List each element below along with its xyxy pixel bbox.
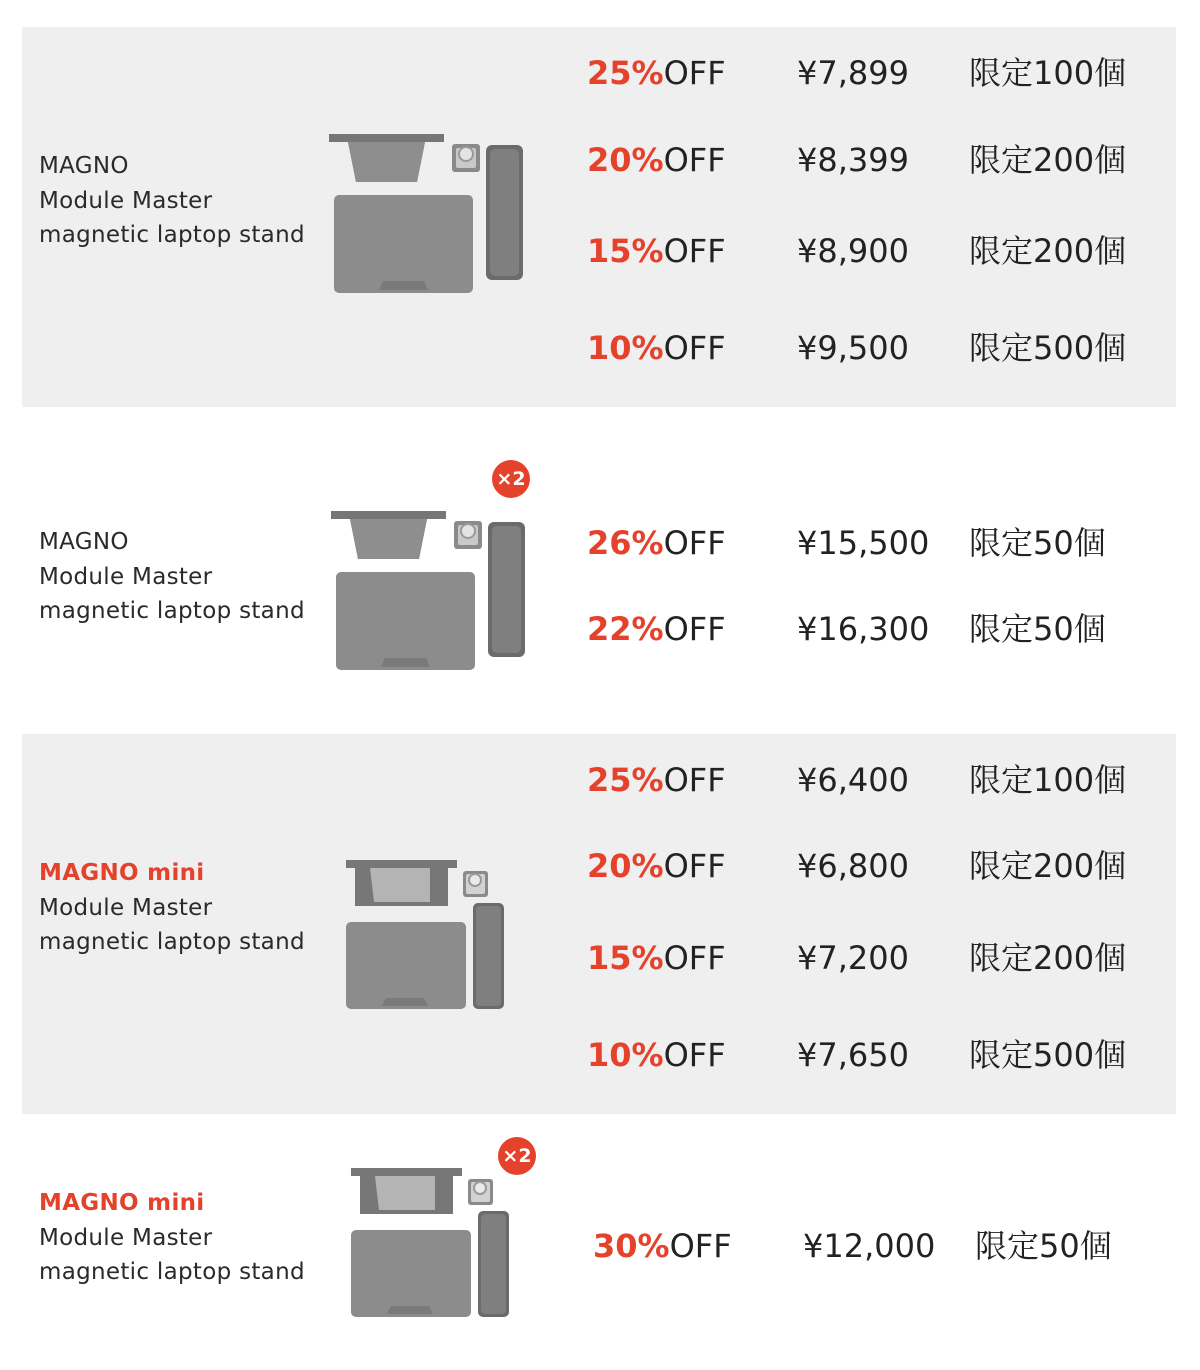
product-image: [349, 1166, 511, 1318]
discount-off: OFF: [663, 761, 726, 799]
discount: [587, 51, 726, 95]
discount-off: OFF: [663, 610, 726, 648]
discount: [587, 844, 726, 888]
product-series: Module Master: [39, 563, 213, 590]
price: ¥8,900: [797, 232, 909, 270]
discount: [587, 1033, 726, 1077]
product-type: magnetic laptop stand: [39, 598, 305, 624]
discount: [587, 936, 726, 980]
discount-percent: 15%: [587, 232, 664, 270]
product-image: [327, 132, 527, 294]
product-name: [39, 525, 305, 629]
price: ¥7,899: [797, 54, 909, 92]
laptop-stand-set-icon: [327, 132, 527, 294]
discount-percent: 15%: [587, 939, 664, 977]
price: ¥15,500: [797, 524, 930, 562]
product-brand: MAGNO mini: [39, 1190, 205, 1216]
discount-off: OFF: [663, 54, 726, 92]
price: ¥12,000: [803, 1227, 936, 1265]
product-series: Module Master: [39, 187, 213, 214]
discount: [587, 138, 726, 182]
product-brand: MAGNO mini: [39, 860, 205, 886]
price: ¥6,400: [797, 761, 909, 799]
product-image: [329, 509, 529, 671]
offer-section-magno-mini-x2: [22, 1128, 1176, 1353]
price: ¥7,650: [797, 1036, 909, 1074]
quantity-limit: 限定200個: [969, 847, 1127, 885]
product-series: Module Master: [39, 1224, 213, 1251]
price: ¥9,500: [797, 329, 909, 367]
discount-percent: 30%: [593, 1227, 670, 1265]
discount: [587, 326, 726, 370]
laptop-stand-set-icon: [344, 858, 506, 1010]
product-brand: MAGNO: [39, 153, 129, 179]
discount-percent: 26%: [587, 524, 664, 562]
discount: [593, 1224, 732, 1268]
discount-percent: 25%: [587, 54, 664, 92]
discount-percent: 22%: [587, 610, 664, 648]
price: ¥7,200: [797, 939, 909, 977]
product-name: [39, 149, 305, 253]
quantity-limit: 限定50個: [969, 610, 1106, 648]
quantity-limit: 限定50個: [975, 1227, 1112, 1265]
discount-percent: 20%: [587, 847, 664, 885]
discount-off: OFF: [663, 141, 726, 179]
product-image: [344, 858, 506, 1010]
quantity-limit: 限定200個: [969, 141, 1127, 179]
quantity-badge: ×2: [492, 460, 530, 498]
discount-percent: 10%: [587, 329, 664, 367]
product-name: [39, 1186, 305, 1290]
product-type: magnetic laptop stand: [39, 929, 305, 955]
quantity-limit: 限定200個: [969, 939, 1127, 977]
quantity-limit: 限定500個: [969, 1036, 1127, 1074]
price: ¥8,399: [797, 141, 909, 179]
price: ¥6,800: [797, 847, 909, 885]
discount-off: OFF: [663, 1036, 726, 1074]
product-type: magnetic laptop stand: [39, 222, 305, 248]
laptop-stand-set-icon: [349, 1166, 511, 1318]
discount-off: OFF: [663, 524, 726, 562]
discount-percent: 25%: [587, 761, 664, 799]
discount-percent: 20%: [587, 141, 664, 179]
product-series: Module Master: [39, 894, 213, 921]
quantity-limit: 限定100個: [969, 54, 1127, 92]
discount-off: OFF: [663, 329, 726, 367]
discount-off: OFF: [669, 1227, 732, 1265]
discount-off: OFF: [663, 939, 726, 977]
quantity-limit: 限定100個: [969, 761, 1127, 799]
discount: [587, 229, 726, 273]
quantity-badge: ×2: [498, 1137, 536, 1175]
discount-off: OFF: [663, 847, 726, 885]
price: ¥16,300: [797, 610, 930, 648]
quantity-limit: 限定50個: [969, 524, 1106, 562]
offer-section-magno-x2: [22, 420, 1176, 720]
discount: [587, 521, 726, 565]
product-brand: MAGNO: [39, 529, 129, 555]
offer-section-magno-mini: [22, 734, 1176, 1114]
laptop-stand-set-icon: [329, 509, 529, 671]
quantity-limit: 限定500個: [969, 329, 1127, 367]
product-name: [39, 856, 305, 960]
discount: [587, 607, 726, 651]
quantity-limit: 限定200個: [969, 232, 1127, 270]
offer-section-magno: [22, 27, 1176, 407]
discount-percent: 10%: [587, 1036, 664, 1074]
product-type: magnetic laptop stand: [39, 1259, 305, 1285]
discount-off: OFF: [663, 232, 726, 270]
discount: [587, 758, 726, 802]
